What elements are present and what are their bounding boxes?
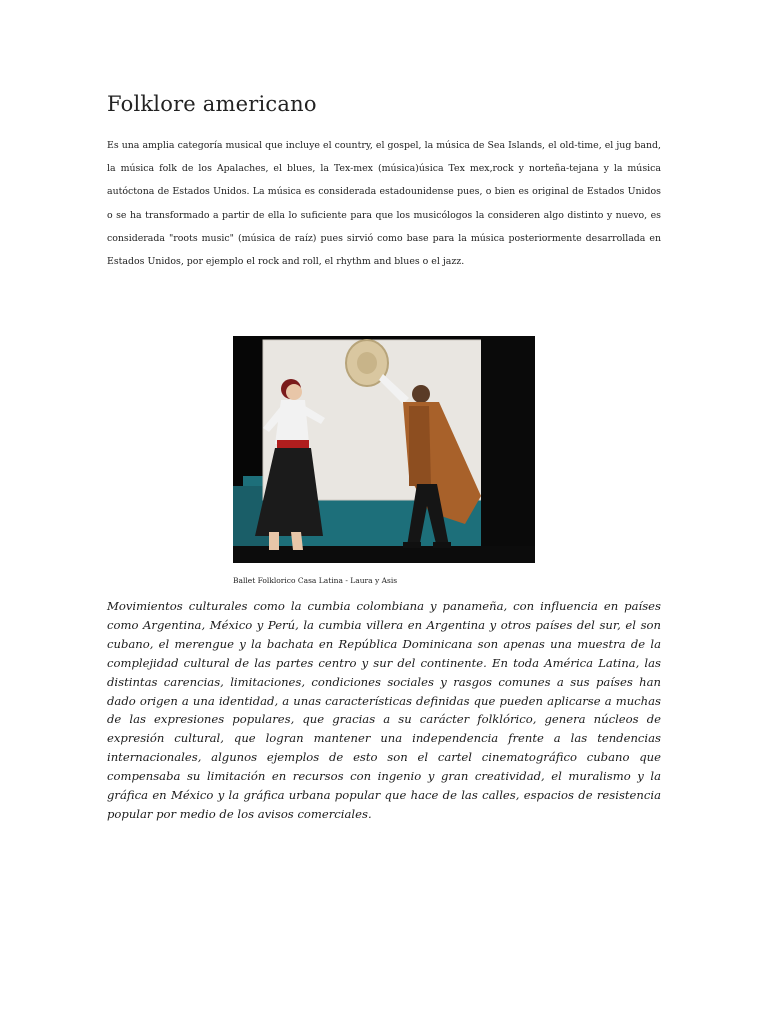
intro-paragraph: Es una amplia categoría musical que incluye el country, el gospel, la música de Sea Islands, el old-time, el jug band, la música folk de los Apalaches, el blues, la Tex-mex (música)úsica Tex mex,rock y norteña-tejana y la música autóctona de Estados Unidos. La música es considerada estadounidense pues, o bien es original de Estados Unidos o se ha transformado a partir de ella lo suficiente para que los musicólogos la consideren algo distinto y nuevo, es considerada "roots music" (música de raíz) pues sirvió como base para la música posteriormente desarrollada en Estados Unidos, por ejemplo el rock and roll, el rhythm and blues o el jazz. (107, 140, 661, 268)
page-title: Folklore americano (107, 92, 317, 116)
curtain-right (481, 336, 535, 563)
dance-photo-illustration (233, 336, 535, 563)
body-paragraph: Movimientos culturales como la cumbia colombiana y panameña, con influencia en países como Argentina, México y Perú, la cumbia villera en Argentina y otros países del sur, el son cubano, el merengue y la bachata en República Dominicana son apenas una muestra de la complejidad cultural de las partes centro y sur del continente. En toda América Latina, las distintas carencias, limitaciones, condiciones sociales y rasgos comunes a sus países han dado origen a una identidad, a unas características definidas que pueden aplicarse a muchas de las expresiones populares, que gracias a su carácter folklórico, genera núcleos de expresión cultural, que logran mantener una independencia frente a las tendencias internacionales, algunos ejemplos de esto son el cartel cinematográfico cubano que compensaba su limitación en recursos con ingenio y gran creatividad, el muralismo y la gráfica en México y la gráfica urbana popular que hace de las calles, espacios de resistencia popular por medio de los avisos comerciales. (107, 599, 661, 821)
photo-caption: Ballet Folklorico Casa Latina - Laura y Asis (233, 576, 398, 585)
dance-photo (233, 336, 535, 563)
